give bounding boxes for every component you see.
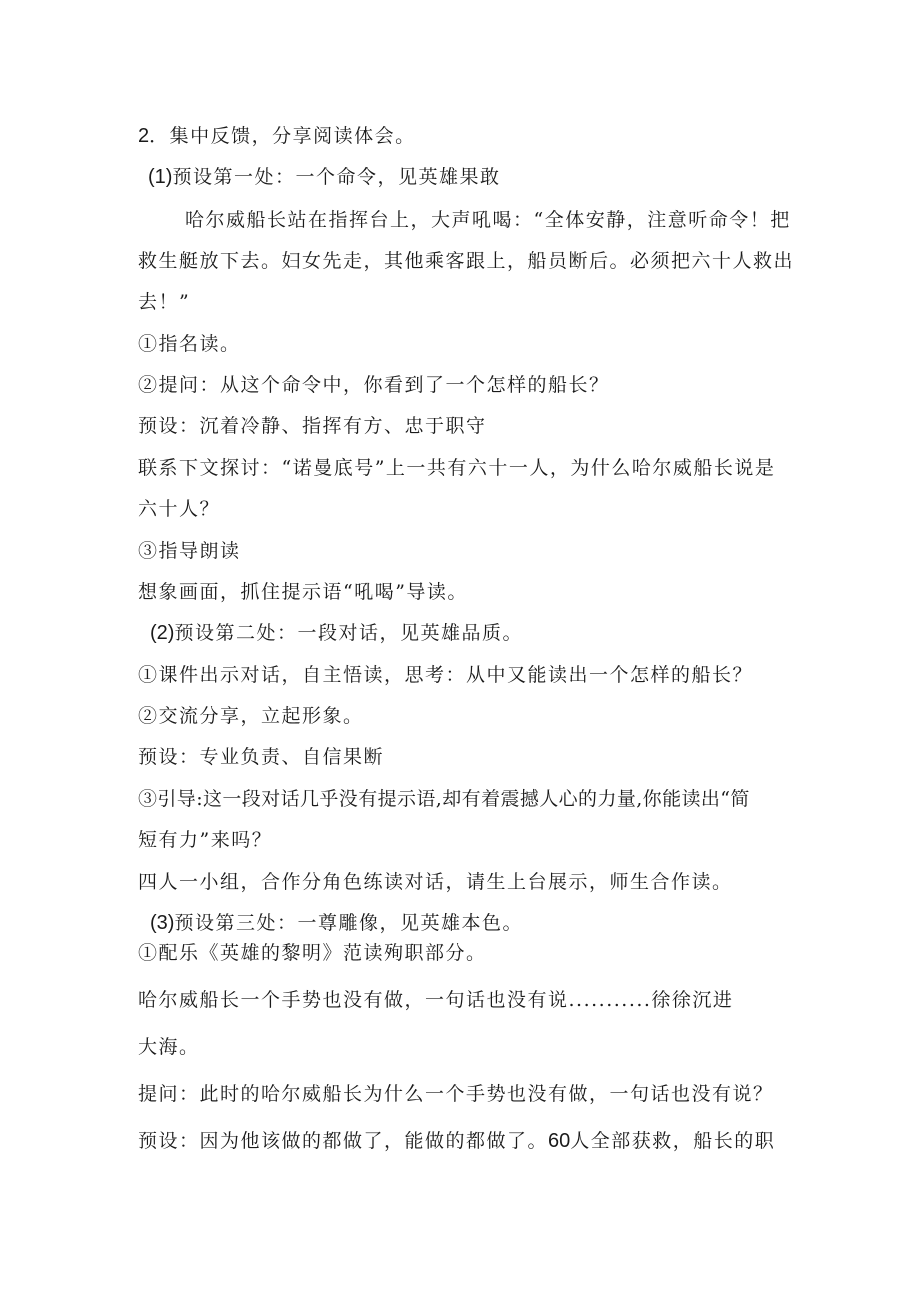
text-line: ②提问：从这个命令中，你看到了一个怎样的船长？ — [138, 374, 610, 396]
text-line: ①课件出示对话，自主悟读，思考：从中又能读出一个怎样的船长？ — [138, 664, 754, 686]
preset-heading-3: (3)预设第三处：一尊雕像，见英雄本色。 — [150, 912, 523, 934]
text-line: ②交流分享，立起形象。 — [138, 705, 364, 727]
text-line: 提问：此时的哈尔威船长为什么一个手势也没有做，一句话也没有说？ — [138, 1083, 774, 1105]
text-line: 哈尔威船长一个手势也没有做，一句话也没有说...........徐徐沉进 — [138, 989, 734, 1011]
text-line: 大海。 — [138, 1036, 200, 1058]
text-line: 短有力”来吗？ — [138, 829, 273, 851]
preset-heading-1: (1)预设第一处：一个命令，见英雄果敢 — [148, 166, 501, 188]
text-line: 想象画面，抓住提示语“吼喝”导读。 — [138, 581, 468, 603]
text-line: 四人一小组，合作分角色练读对话，请生上台展示，师生合作读。 — [138, 871, 733, 893]
preset-heading-2: (2)预设第二处：一段对话，见英雄品质。 — [150, 622, 523, 644]
text-line: ①指名读。 — [138, 333, 241, 355]
text-line: 六十人？ — [138, 498, 221, 520]
text-line: 预设：因为他该做的都做了，能做的都做了。60人全部获救，船长的职 — [138, 1130, 776, 1152]
text-line: ③引导:这一段对话几乎没有提示语,却有着震撼人心的力量,你能读出“简 — [138, 788, 750, 810]
step-heading: 2．集中反馈，分享阅读体会。 — [138, 125, 416, 147]
quote-line: 去！” — [138, 291, 191, 313]
text-line: 联系下文探讨：“诺曼底号”上一共有六十一人，为什么哈尔威船长说是 — [138, 457, 776, 479]
quote-line: 哈尔威船长站在指挥台上，大声吼喝：“全体安静，注意听命令！把 — [185, 209, 791, 231]
text-line: 预设：沉着冷静、指挥有方、忠于职守 — [138, 415, 487, 437]
text-line: 预设：专业负责、自信果断 — [138, 746, 385, 768]
text-line: ③指导朗读 — [138, 540, 241, 562]
quote-line: 救生艇放下去。妇女先走，其他乘客跟上，船员断后。必须把六十人救出 — [138, 250, 795, 272]
text-line: ①配乐《英雄的黎明》范读殉职部分。 — [138, 942, 487, 964]
